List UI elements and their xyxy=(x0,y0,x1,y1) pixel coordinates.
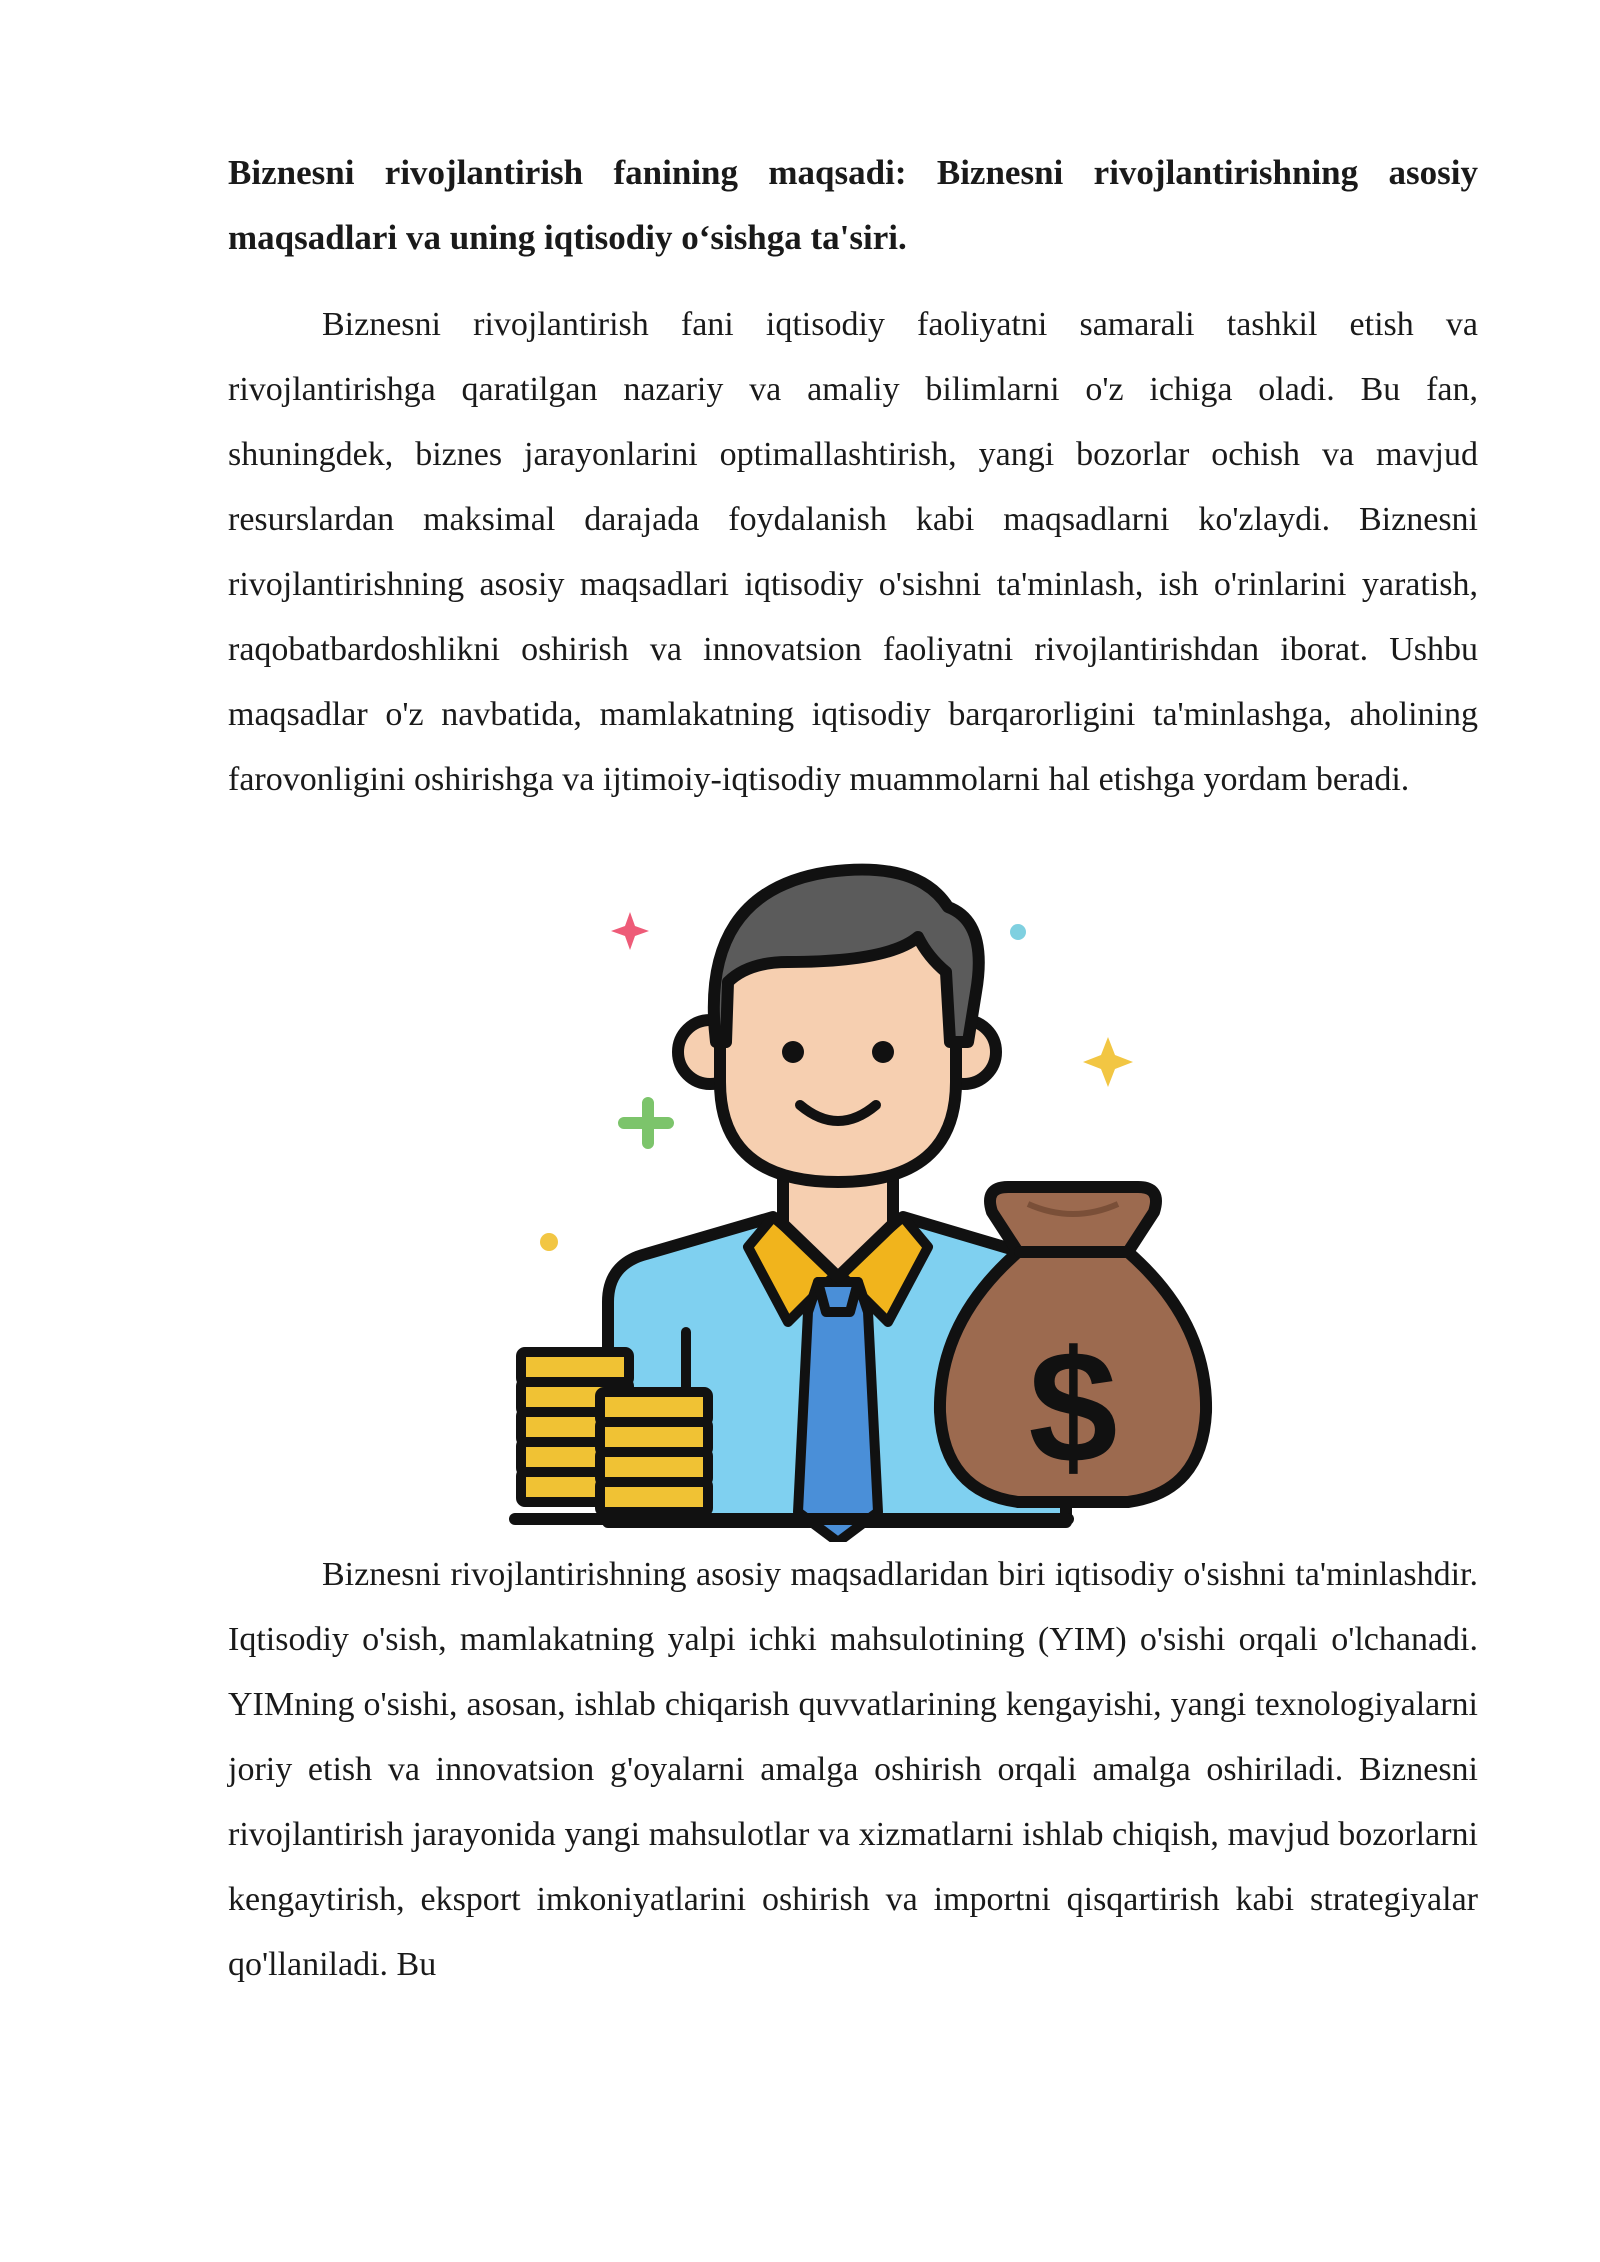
illustration xyxy=(228,852,1478,1542)
yellow-star-icon xyxy=(1083,1037,1133,1087)
document-content xyxy=(228,140,1478,1997)
paragraph-1: Biznesni rivojlantirish fani iqtisodiy faoliyatni samarali tashkil etish va rivojlantirishga qaratilgan nazariy va amaliy bilimlarni o'z ichiga oladi. Bu fan, shuningdek, biznes jarayonlarini optimallashtirish, yangi bozorlar ochish va mavjud resurslardan maksimal darajada foydalanish kabi maqsadlarni ko'zlaydi. Biznesni rivojlantirishning asosiy maqsadlari iqtisodiy o'sishni ta'minlash, ish o'rinlarini yaratish, raqobatbardoshlikni oshirish va innovatsion faoliyatni rivojlantirishdan iborat. Ushbu maqsadlar o'z navbatida, mamlakatning iqtisodiy barqarorligini ta'minlashga, aholining farovonligini oshirishga va ijtimoiy-iqtisodiy muammolarni hal etishga yordam beradi. xyxy=(228,306,1478,798)
paragraph-2: Biznesni rivojlantirishning asosiy maqsadlaridan biri iqtisodiy o'sishni ta'minlashdir. Iqtisodiy o'sish, mamlakatning yalpi ichki mahsulotining (YIM) o'sishi orqali o'lchanadi. YIMning o'sishi, asosan, ishlab chiqarish quvvatlarining kengayishi, yangi texnologiyalarni joriy etish va innovatsion g'oyalarni amalga oshirish orqali amalga oshiriladi. Biznesni rivojlantirish jarayonida yangi mahsulotlar va xizmatlarni ishlab chiqish, mavjud bozorlarni kengaytirish, eksport imkoniyatlarini oshirish va importni qisqartirish kabi strategiyalar qo'llaniladi. Bu xyxy=(228,1556,1478,1983)
section-heading: Biznesni rivojlantirish fanining maqsadi: Biznesni rivojlantirishning asosiy maqsadlari va uning iqtisodiy o‘sishga ta'siri. xyxy=(228,153,1478,257)
green-cross-icon xyxy=(618,1097,674,1149)
businessman-money-bag-icon xyxy=(228,852,1478,1542)
left-eye xyxy=(782,1041,804,1063)
yellow-dot-icon xyxy=(540,1233,558,1251)
dollar-sign: $ xyxy=(1028,1317,1118,1496)
tie xyxy=(798,1282,878,1542)
blue-dot-icon xyxy=(1010,924,1026,940)
pink-star-icon xyxy=(611,912,649,950)
right-eye xyxy=(872,1041,894,1063)
